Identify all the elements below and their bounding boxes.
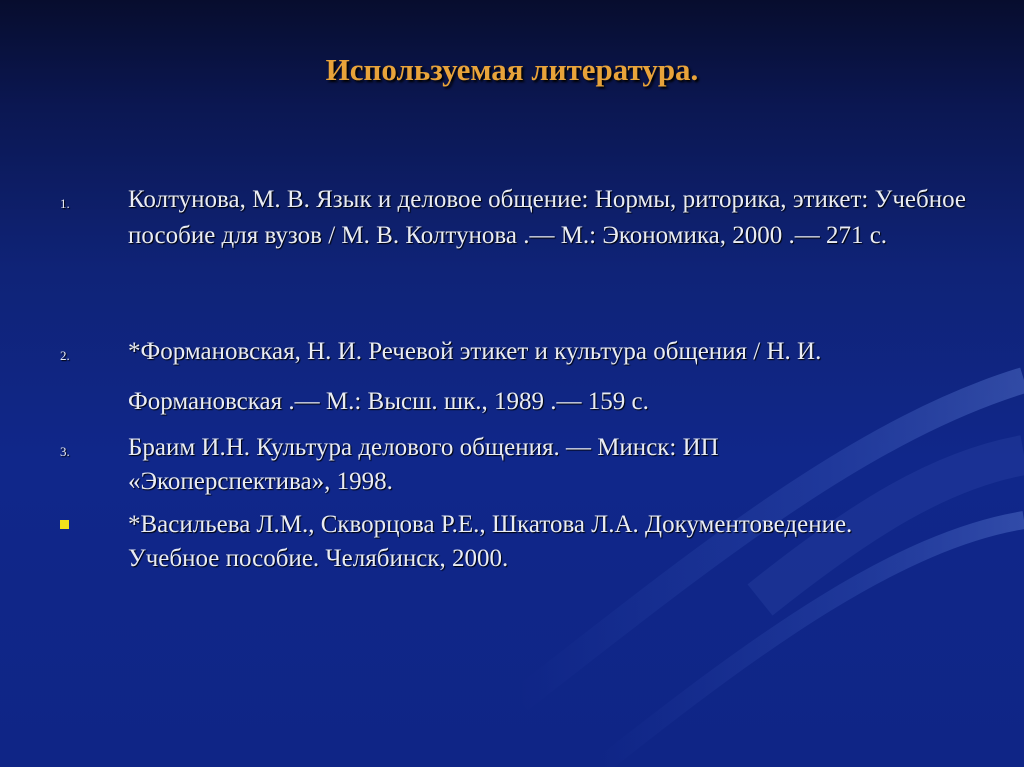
list-marker-3: 3. (60, 444, 70, 459)
list-item-4-line-2: Учебное пособие. Челябинск, 2000. (128, 545, 509, 572)
list-item-2-line-1: *Формановская, Н. И. Речевой этикет и культура общения / Н. И. (128, 338, 822, 365)
list-item-3-line-2: «Экоперспектива», 1998. (128, 468, 393, 495)
square-bullet-icon (60, 520, 69, 529)
list-marker-1: 1. (60, 196, 70, 211)
slide-title: Используемая литература. (325, 52, 699, 87)
list-item-2-line-2: Формановская .— М.: Высш. шк., 1989 .— 159 с. (128, 388, 649, 415)
list-item-4-line-1: *Васильева Л.М., Скворцова Р.Е., Шкатова Л.А. Документоведение. (128, 511, 853, 538)
list-item-1: Колтунова, М. В. Язык и деловое общение: Нормы, риторика, этикет: Учебное пособие для вузов / М. В. Колтунова .— М.: Экономика, 2000 .— 271 с. (128, 186, 966, 249)
list-marker-2: 2. (60, 348, 70, 363)
list-item-3-line-1: Браим И.Н. Культура делового общения. — Минск: ИП (128, 434, 719, 461)
